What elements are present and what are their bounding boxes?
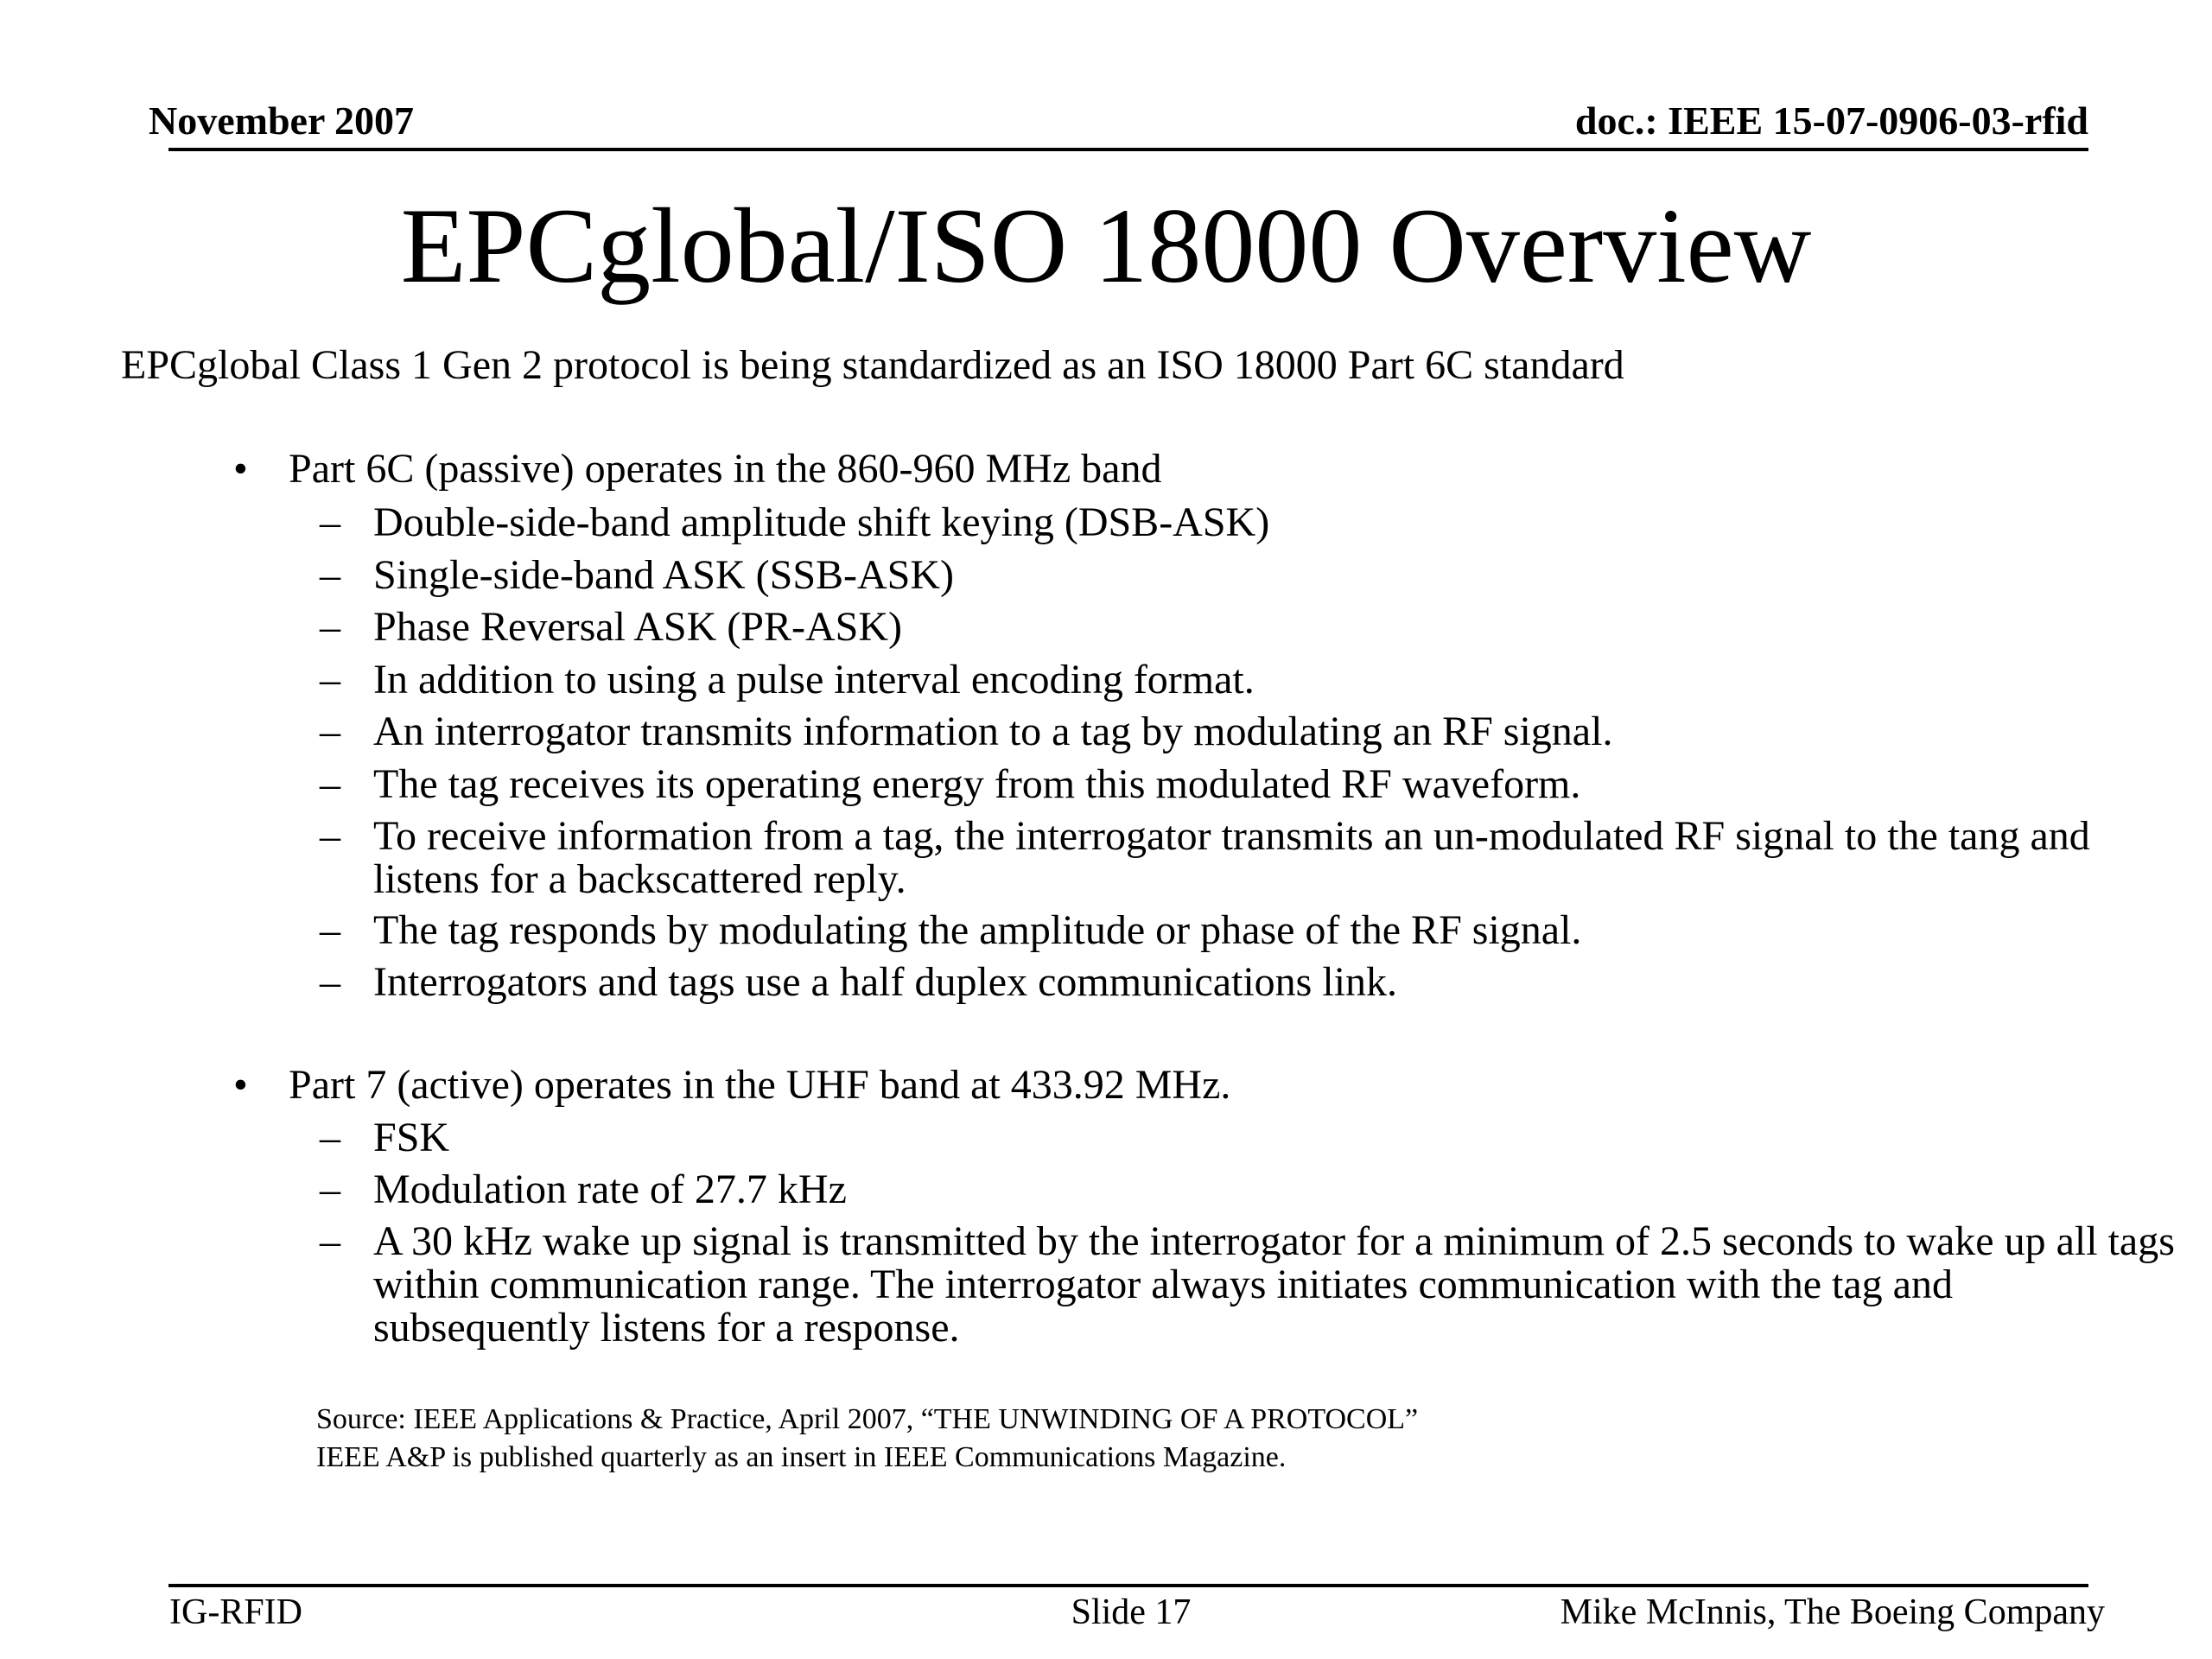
source-citation: Source: IEEE Applications & Practice, April 2007, “THE UNWINDING OF A PROTOCOL” [316, 1403, 1419, 1435]
bullet-text: Part 6C (passive) operates in the 860-960 MHz band [289, 446, 1162, 492]
sub-bullet-text: Single-side-band ASK (SSB-ASK) [373, 552, 955, 598]
intro-text: EPCglobal Class 1 Gen 2 protocol is being standardized as an ISO 18000 Part 6C standard [121, 342, 1624, 388]
sub-bullet [320, 606, 2177, 649]
sub-bullet [320, 658, 2177, 702]
dash-marker: – [320, 959, 340, 1005]
bullet-marker: • [233, 1062, 248, 1108]
sub-bullet [320, 710, 2177, 753]
header-rule [168, 148, 2088, 151]
bullet-marker: • [233, 446, 248, 492]
sub-bullet [320, 763, 2177, 806]
sub-bullet-text: A 30 kHz wake up signal is transmitted by the interrogator for a minimum of 2.5 seconds to wake up all tags within communication range. The interrogator always initiates communication with the tag and subsequently listens for a response. [373, 1218, 2175, 1351]
footer-group: IG-RFID [169, 1592, 302, 1632]
bullet-text: Part 7 (active) operates in the UHF band at 433.92 MHz. [289, 1062, 1231, 1108]
sub-bullet [320, 554, 2177, 597]
dash-marker: – [320, 499, 340, 545]
sub-bullet [320, 501, 2177, 544]
sub-bullet [320, 815, 2177, 901]
sub-bullet-text: Phase Reversal ASK (PR-ASK) [373, 604, 902, 650]
header-date: November 2007 [149, 99, 415, 143]
dash-marker: – [320, 1218, 340, 1264]
dash-marker: – [320, 657, 340, 702]
header-doc-id: doc.: IEEE 15-07-0906-03-rfid [1574, 99, 2088, 143]
sub-bullet-text: Modulation rate of 27.7 kHz [373, 1166, 847, 1212]
dash-marker: – [320, 761, 340, 807]
sub-bullet-text: The tag responds by modulating the amplitude or phase of the RF signal. [373, 907, 1582, 953]
footer-slide-number: Slide 17 [1071, 1592, 1192, 1632]
sub-bullet [320, 961, 2177, 1004]
dash-marker: – [320, 552, 340, 598]
sub-bullet [320, 1220, 2177, 1350]
dash-marker: – [320, 1115, 340, 1160]
footer-author: Mike McInnis, The Boeing Company [1560, 1592, 2105, 1632]
sub-bullet [320, 1116, 2177, 1160]
source-note: IEEE A&P is published quarterly as an insert in IEEE Communications Magazine. [316, 1441, 1287, 1473]
sub-bullet-text: Interrogators and tags use a half duplex communications link. [373, 959, 1398, 1005]
dash-marker: – [320, 1166, 340, 1212]
dash-marker: – [320, 709, 340, 754]
dash-marker: – [320, 907, 340, 953]
sub-bullet-text: An interrogator transmits information to a tag by modulating an RF signal. [373, 709, 1613, 754]
dash-marker: – [320, 813, 340, 859]
sub-bullet-text: In addition to using a pulse interval encoding format. [373, 657, 1255, 702]
dash-marker: – [320, 604, 340, 650]
footer-rule [168, 1584, 2088, 1587]
sub-bullet-text: To receive information from a tag, the interrogator transmits an un-modulated RF signal to the tang and listens for a backscattered reply. [373, 813, 2090, 902]
sub-bullet-text: FSK [373, 1115, 450, 1160]
sub-bullet-text: The tag receives its operating energy from this modulated RF waveform. [373, 761, 1581, 807]
sub-bullet-text: Double-side-band amplitude shift keying (DSB-ASK) [373, 499, 1270, 545]
slide-title: EPCglobal/ISO 18000 Overview [400, 187, 1812, 305]
sub-bullet [320, 909, 2177, 952]
sub-bullet [320, 1168, 2177, 1211]
